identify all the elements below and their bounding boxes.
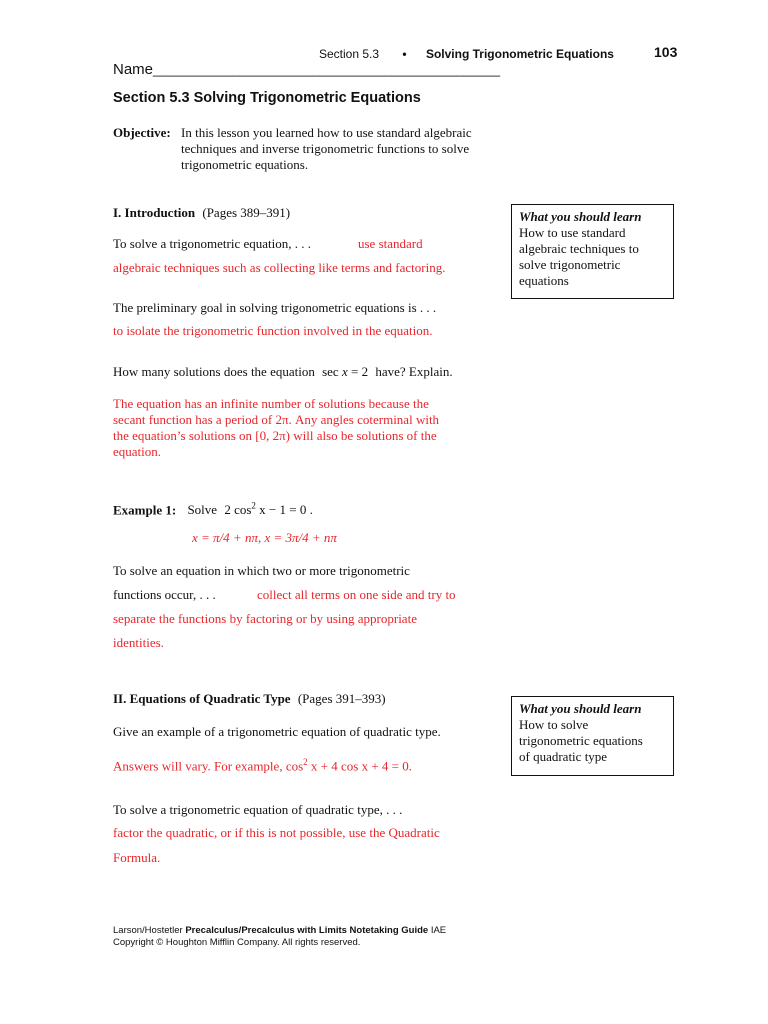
objective-line: trigonometric equations. [181, 157, 309, 172]
example-solve: Solve [187, 502, 218, 518]
section-heading-quadratic [113, 691, 386, 707]
objective-text [181, 125, 472, 173]
question-3-text: How many solutions does the equation [113, 364, 315, 379]
question-5: Give an example of a trigonometric equation of quadratic type. [113, 724, 441, 739]
footer-edition: IAE [430, 925, 447, 936]
answer-5-text: Answers will vary. For example, cos [113, 758, 304, 774]
box-line: equations [519, 273, 569, 288]
answer-5-end: x + 4 cos x + 4 = 0. [310, 758, 412, 774]
eq-sec: sec [322, 364, 339, 379]
example-1 [113, 498, 313, 518]
box-line: trigonometric equations [519, 733, 643, 748]
answer-3-line: The equation has an infinite number of solutions because the [113, 396, 429, 411]
answer-1-line: algebraic techniques such as collecting like terms and factoring. [113, 260, 446, 275]
box-title: What you should learn [519, 209, 642, 224]
eq-x: x [341, 364, 348, 379]
answer-5 [113, 754, 412, 774]
equation-sec [322, 364, 368, 379]
header-title: Solving Trigonometric Equations [425, 47, 614, 61]
eq-part: 2 cos [224, 502, 252, 518]
what-you-should-learn-box [511, 204, 674, 299]
box-line: How to solve [519, 717, 589, 732]
objective-label: Objective: [113, 125, 171, 140]
answer-3-line: equation. [113, 444, 162, 459]
answer-1-line: use standard [358, 236, 423, 251]
eq-part: x − 1 = 0 . [259, 502, 313, 518]
name-label: Name [113, 61, 154, 78]
answer-6-line: Formula. [113, 850, 161, 865]
footer-copyright: Copyright © Houghton Mifflin Company. All rights reserved. [113, 937, 361, 948]
section-heading-introduction [113, 205, 290, 221]
answer-3 [113, 396, 439, 460]
footer-authors: Larson/Hostetler [113, 925, 183, 936]
eq-rest: = 2 [350, 364, 369, 379]
answer-2: to isolate the trigonometric function involved in the equation. [113, 323, 433, 338]
name-line: ________________________________________________ [153, 62, 501, 77]
answer-6-line: factor the quadratic, or if this is not possible, use the Quadratic [113, 825, 440, 840]
footer-credit [113, 925, 446, 937]
footer-book: Precalculus/Precalculus with Limits Notetaking Guide [185, 925, 429, 936]
box-line: algebraic techniques to [519, 241, 639, 256]
objective-line: techniques and inverse trigonometric functions to solve [181, 141, 470, 156]
question-1: To solve a trigonometric equation, . . . [113, 236, 312, 251]
answer-4-line: collect all terms on one side and try to [257, 587, 456, 602]
eq-sup: 2 [251, 501, 256, 511]
footer [113, 925, 446, 949]
question-6: To solve a trigonometric equation of quadratic type, . . . [113, 802, 403, 817]
box-line: solve trigonometric [519, 257, 621, 272]
what-you-should-learn-box [511, 696, 674, 776]
answer-3-line: the equation’s solutions on [0, 2π) will also be solutions of the [113, 428, 437, 443]
example-equation [224, 502, 313, 517]
page-title: Section 5.3 Solving Trigonometric Equations [113, 90, 421, 106]
header-bullet: • [402, 47, 407, 61]
question-4-line: functions occur, . . . [113, 587, 216, 602]
example-answer: x = π/4 + nπ, x = 3π/4 + nπ [192, 530, 337, 545]
header-section: Section 5.3 [319, 47, 380, 61]
section-title: II. Equations of Quadratic Type [113, 691, 291, 706]
box-line: How to use standard [519, 225, 626, 240]
running-header [319, 46, 614, 62]
question-3 [113, 364, 453, 380]
question-2: The preliminary goal in solving trigonometric equations is . . . [113, 300, 437, 315]
objective-line: In this lesson you learned how to use standard algebraic [181, 125, 472, 140]
answer-4-line: separate the functions by factoring or by using appropriate [113, 611, 417, 626]
example-label: Example 1: [113, 502, 177, 518]
question-3-end: have? Explain. [375, 364, 453, 379]
question-4-line: To solve an equation in which two or more trigonometric [113, 563, 410, 578]
box-title: What you should learn [519, 701, 642, 716]
answer-4-line: identities. [113, 635, 164, 650]
section-title: I. Introduction [113, 205, 196, 220]
section-pages: (Pages 389–391) [202, 205, 291, 220]
box-line: of quadratic type [519, 749, 608, 764]
answer-5-sup: 2 [303, 757, 308, 767]
page-number: 103 [654, 44, 678, 60]
answer-3-line: secant function has a period of 2π. Any angles coterminal with [113, 412, 440, 427]
section-pages: (Pages 391–393) [297, 691, 386, 706]
name-field [113, 61, 500, 78]
